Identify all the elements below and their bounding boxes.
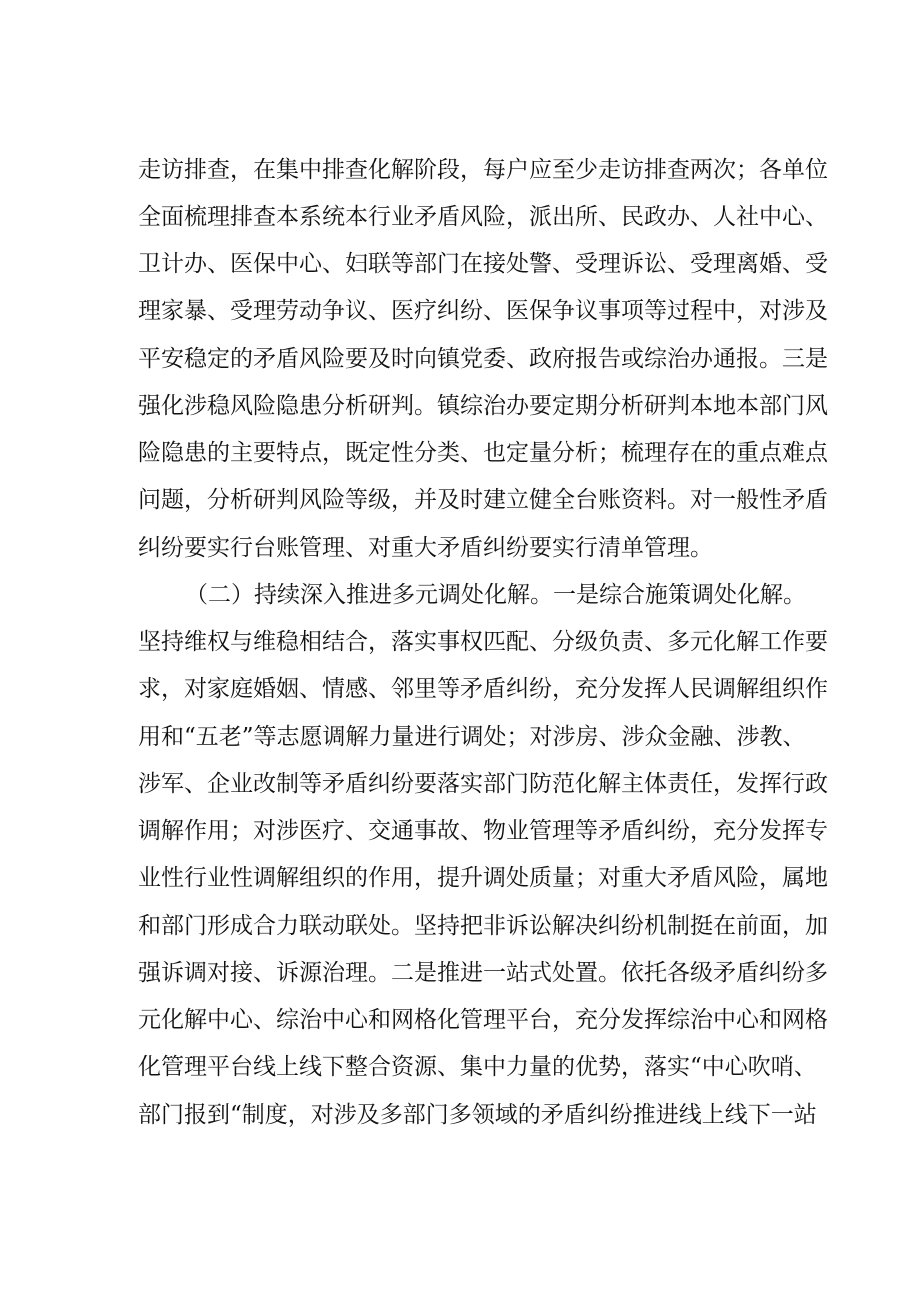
text-line: 走访排查，在集中排查化解阶段，每户应至少走访排查两次；各单位 xyxy=(138,157,828,183)
text-line: 纠纷要实行台账管理、对重大矛盾纠纷要实行清单管理。 xyxy=(138,535,713,561)
text-line: 平安稳定的矛盾风险要及时向镇党委、政府报告或综治办通报。三是 xyxy=(138,346,828,372)
text-line: 问题，分析研判风险等级，并及时建立健全台账资料。对一般性矛盾 xyxy=(138,487,828,513)
text-line: 卫计办、医保中心、妇联等部门在接处警、受理诉讼、受理离婚、受 xyxy=(138,251,828,277)
text-line: 强诉调对接、诉源治理。二是推进一站式处置。依托各级矛盾纠纷多 xyxy=(138,960,828,986)
text-line: 险隐患的主要特点，既定性分类、也定量分析；梳理存在的重点难点 xyxy=(138,440,828,466)
text-line: 调解作用；对涉医疗、交通事故、物业管理等矛盾纠纷，充分发挥专 xyxy=(138,818,828,844)
text-line: 求，对家庭婚姻、情感、邻里等矛盾纠纷，充分发挥人民调解组织作 xyxy=(138,676,828,702)
text-line: 部门报到“制度，对涉及多部门多领域的矛盾纠纷推进线上线下一站 xyxy=(138,1102,817,1128)
text-line: 业性行业性调解组织的作用，提升调处质量；对重大矛盾风险，属地 xyxy=(138,865,828,891)
text-line: 坚持维权与维稳相结合，落实事权匹配、分级负责、多元化解工作要 xyxy=(138,629,828,655)
text-line: 强化涉稳风险隐患分析研判。镇综治办要定期分析研判本地本部门风 xyxy=(138,393,828,419)
text-line: 全面梳理排查本系统本行业矛盾风险，派出所、民政办、人社中心、 xyxy=(138,204,828,230)
text-line: 和部门形成合力联动联处。坚持把非诉讼解决纠纷机制挺在前面，加 xyxy=(138,913,828,939)
text-line: 元化解中心、综治中心和网格化管理平台，充分发挥综治中心和网格 xyxy=(138,1007,828,1033)
text-line: 用和“五老”等志愿调解力量进行调处；对涉房、涉众金融、涉教、 xyxy=(138,724,806,750)
text-line: 涉军、企业改制等矛盾纠纷要落实部门防范化解主体责任，发挥行政 xyxy=(138,771,828,797)
text-line: 化管理平台线上线下整合资源、集中力量的优势，落实“中心吹哨、 xyxy=(138,1054,817,1080)
text-line: 理家暴、受理劳动争议、医疗纠纷、医保争议事项等过程中，对涉及 xyxy=(138,298,828,324)
section-heading-line: （二）持续深入推进多元调处化解。一是综合施策调处化解。 xyxy=(185,582,806,608)
